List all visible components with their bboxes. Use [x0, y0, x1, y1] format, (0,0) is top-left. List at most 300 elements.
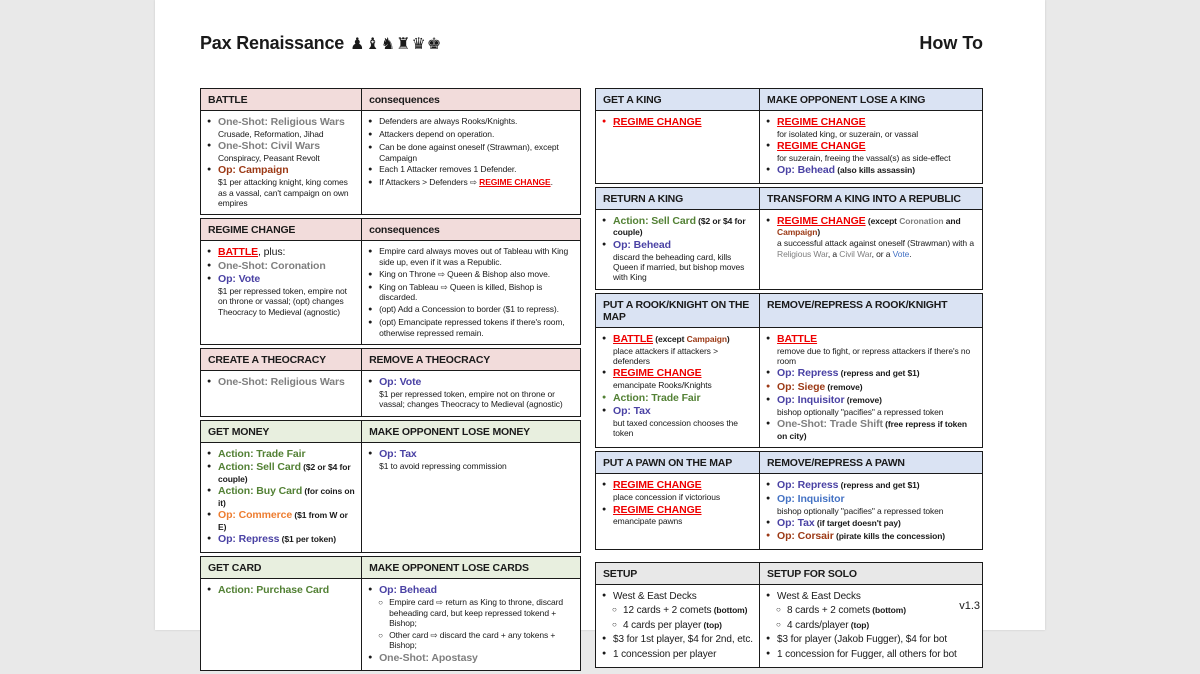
text-segment: BATTLE — [218, 246, 259, 259]
text-segment: Op: Inquisitor — [777, 492, 845, 505]
text-segment: REGIME CHANGE — [613, 479, 702, 492]
text-segment: (repress and get $1) — [838, 368, 920, 379]
text-segment: (except — [865, 215, 900, 226]
rule-text — [777, 381, 976, 393]
circle-bullet-icon: ○ — [612, 605, 617, 615]
table-body-row — [201, 579, 580, 671]
bullet-icon: ● — [602, 334, 607, 342]
table-header-cell: BATTLE — [201, 89, 362, 110]
rule-text — [218, 461, 355, 484]
text-segment: Op: Vote — [218, 273, 261, 286]
table-body-row — [201, 111, 580, 214]
rule-item — [368, 269, 574, 281]
text-segment: 8 cards + 2 comets — [787, 605, 871, 617]
rule-detail-text — [613, 516, 753, 526]
rule-text — [777, 394, 976, 406]
text-segment: One-Shot: Apostasy — [379, 652, 478, 665]
table-body-row — [201, 371, 580, 416]
text-segment: 1 concession per player — [613, 648, 717, 660]
rule-detail-text — [777, 506, 976, 516]
rule-text — [777, 333, 976, 345]
text-segment: One-Shot: Trade Shift — [777, 418, 883, 431]
rule-detail-text — [613, 380, 753, 390]
bullet-icon: ● — [207, 378, 212, 386]
bullet-icon: ● — [602, 635, 607, 643]
text-segment: 4 cards per player — [623, 619, 702, 631]
text-segment: Action: Sell Card — [613, 214, 696, 227]
rule-text — [777, 164, 976, 176]
circle-bullet-icon: ○ — [378, 597, 383, 607]
text-segment: Vote — [892, 248, 910, 259]
text-segment: REGIME CHANGE — [479, 177, 551, 188]
text-segment: Action: Trade Fair — [613, 391, 701, 404]
rule-text — [787, 619, 976, 633]
rule-item — [766, 140, 976, 163]
rule-item — [368, 652, 574, 664]
bullet-icon: ● — [766, 396, 771, 404]
rule-item — [207, 485, 355, 508]
rule-item — [766, 633, 976, 647]
bullet-icon: ● — [602, 591, 607, 599]
rule-text — [379, 164, 574, 175]
text-segment: place concession if victorious — [613, 492, 721, 503]
rules-column-left — [200, 88, 581, 674]
text-segment: Op: Repress — [218, 533, 280, 546]
rule-text — [379, 269, 574, 280]
table-header-row — [596, 294, 982, 328]
rule-text — [218, 584, 355, 596]
table-body-row — [596, 210, 982, 289]
bullet-icon: ● — [368, 449, 373, 457]
rule-item — [602, 116, 753, 128]
text-segment: One-Shot: Civil Wars — [218, 140, 321, 153]
rule-item — [378, 630, 574, 651]
text-segment: (top) — [701, 619, 722, 630]
text-segment: Op: Repress — [777, 367, 839, 380]
rule-item — [766, 116, 976, 139]
rule-detail-text — [777, 346, 976, 367]
rule-text — [218, 448, 355, 460]
rule-item — [766, 493, 976, 516]
text-segment: Can be done against oneself (Strawman), except Campaign — [379, 142, 559, 163]
table-header-cell: CREATE A THEOCRACY — [201, 349, 362, 370]
text-segment: . — [550, 177, 553, 188]
bullet-icon: ● — [207, 511, 212, 519]
bullet-icon: ● — [602, 240, 607, 248]
table-header-cell: SETUP — [596, 563, 760, 584]
rule-text — [777, 140, 976, 152]
rule-detail-text — [613, 418, 753, 439]
rule-item — [766, 418, 976, 441]
rule-item — [368, 304, 574, 316]
table-header-cell: GET MONEY — [201, 421, 362, 442]
text-segment: REGIME CHANGE — [777, 116, 866, 128]
rule-item — [766, 479, 976, 491]
bullet-icon: ● — [368, 248, 373, 256]
text-segment: Op: Tax — [613, 405, 651, 417]
bullet-icon: ● — [766, 649, 771, 657]
rule-text — [379, 448, 574, 460]
rule-text — [623, 619, 753, 633]
rule-detail-text — [777, 153, 976, 163]
rule-item — [602, 333, 753, 367]
text-segment: Crusade, Reformation, Jihad — [218, 128, 324, 139]
text-segment: Op: Inquisitor — [777, 394, 845, 407]
rule-text — [777, 116, 976, 128]
bullet-icon: ● — [602, 393, 607, 401]
table-cell — [362, 443, 580, 552]
text-segment: 12 cards + 2 comets — [623, 605, 712, 617]
bullet-icon: ● — [766, 518, 771, 526]
rule-text — [218, 533, 355, 545]
bullet-icon: ● — [368, 305, 373, 313]
text-segment: REGIME CHANGE — [613, 503, 702, 516]
table-header-cell: REGIME CHANGE — [201, 219, 362, 240]
rule-item — [207, 509, 355, 532]
text-segment: (opt) Add a Concession to border ($1 to repress). — [379, 303, 559, 314]
bullet-icon: ● — [368, 378, 373, 386]
rule-text — [613, 333, 753, 345]
rule-item — [207, 164, 355, 208]
rule-item — [207, 246, 355, 258]
text-segment: If Attackers > Defenders ⇨ — [379, 177, 480, 188]
text-segment: discard the beheading card, kills Queen if married, but bishop moves with King — [613, 251, 745, 283]
text-segment: One-Shot: Religious Wars — [218, 116, 345, 128]
rules-table-money — [200, 420, 581, 553]
bullet-icon: ● — [368, 585, 373, 593]
bullet-icon: ● — [368, 144, 373, 151]
rule-detail-text — [613, 346, 753, 367]
rule-text — [613, 648, 753, 662]
text-segment: Action: Sell Card — [218, 461, 301, 474]
rule-text — [218, 260, 355, 272]
rules-table-rook — [595, 293, 983, 449]
table-header-row — [201, 421, 580, 443]
table-header-row — [596, 452, 982, 474]
table-header-cell: consequences — [362, 89, 580, 110]
rule-text — [777, 633, 976, 647]
text-segment: ) — [817, 227, 821, 238]
rules-table-card — [200, 556, 581, 672]
text-segment: Op: Tax — [379, 447, 417, 460]
table-body-row — [596, 111, 982, 183]
bullet-icon: ● — [766, 382, 771, 390]
text-segment: for isolated king, or suzerain, or vassal — [777, 128, 918, 139]
rule-item — [368, 177, 574, 189]
rule-text — [777, 215, 976, 238]
rule-item — [207, 376, 355, 388]
rule-item — [207, 273, 355, 317]
rule-item — [766, 333, 976, 367]
text-segment: Coronation — [899, 215, 944, 226]
text-segment: Action: Buy Card — [218, 485, 303, 498]
rule-item — [766, 590, 976, 604]
doc-title-text: Pax Renaissance — [200, 33, 345, 53]
text-segment: King on Tableau ⇨ Queen is killed, Bishop is discarded. — [379, 281, 543, 303]
rule-detail-text — [613, 492, 753, 502]
rule-text — [777, 530, 976, 542]
text-segment: Op: Behead — [379, 583, 437, 596]
text-segment: 4 cards/player — [787, 619, 849, 631]
rule-item — [207, 140, 355, 163]
rule-text — [218, 485, 355, 508]
rule-item — [602, 648, 753, 662]
rule-detail-text — [218, 177, 355, 208]
rule-text — [613, 479, 753, 491]
table-header-cell: consequences — [362, 219, 580, 240]
rule-text — [218, 376, 355, 388]
rule-text — [379, 652, 574, 664]
table-cell — [362, 579, 580, 671]
table-header-row — [596, 188, 982, 210]
text-segment: $1 to avoid repressing commission — [379, 460, 507, 471]
text-segment: Op: Commerce — [218, 509, 293, 522]
rule-item — [368, 116, 574, 128]
rule-detail-text — [218, 286, 355, 317]
text-segment: Empire card always moves out of Tableau with King side up, even if it was a Republic. — [379, 246, 569, 268]
table-cell — [201, 241, 362, 344]
rule-item — [368, 164, 574, 176]
rules-table-pawn — [595, 451, 983, 549]
text-segment: bishop optionally "pacifies" a repressed token — [777, 505, 944, 516]
rule-text — [777, 479, 976, 491]
rule-item — [368, 376, 574, 410]
table-cell — [760, 585, 982, 668]
document-page — [155, 0, 1045, 665]
text-segment: place attackers if attackers > defenders — [613, 345, 718, 367]
rule-item — [207, 533, 355, 545]
text-segment: remove due to fight, or repress attackers if there's no room — [777, 345, 971, 367]
rule-text — [218, 140, 355, 152]
text-segment: Op: Behead — [613, 238, 671, 251]
text-segment: ) — [726, 333, 730, 344]
rule-detail-text — [379, 389, 574, 410]
rule-text — [379, 129, 574, 140]
rule-text — [777, 418, 976, 441]
bullet-icon: ● — [766, 591, 771, 599]
bullet-icon: ● — [766, 369, 771, 377]
bullet-icon: ● — [602, 118, 607, 125]
text-segment: for suzerain, freeing the vassal(s) as side-effect — [777, 153, 951, 164]
text-segment: Op: Vote — [379, 376, 422, 389]
bullet-icon: ● — [766, 334, 771, 342]
text-segment: King on Throne ⇨ Queen & Bishop also move. — [379, 268, 551, 279]
text-segment: a successful attack against oneself (Strawman) with a — [777, 238, 974, 249]
rules-table-setup — [595, 562, 983, 669]
bullet-icon: ● — [207, 248, 212, 256]
rule-item — [766, 648, 976, 662]
bullet-icon: ● — [207, 166, 212, 174]
rule-text — [613, 405, 753, 417]
page-title — [200, 33, 442, 54]
text-segment: emancipate pawns — [613, 516, 683, 527]
table-cell — [760, 474, 982, 548]
rule-item — [368, 246, 574, 267]
table-header-cell: MAKE OPPONENT LOSE MONEY — [362, 421, 580, 442]
text-segment: BATTLE — [613, 332, 654, 345]
table-cell — [760, 111, 982, 183]
text-segment: , a — [827, 248, 840, 259]
table-header-cell: PUT A ROOK/KNIGHT ON THE MAP — [596, 294, 760, 327]
table-header-row — [201, 89, 580, 111]
rule-item — [368, 129, 574, 141]
rule-item — [207, 584, 355, 596]
rule-text — [613, 116, 753, 128]
text-segment: Action: Purchase Card — [218, 583, 330, 596]
bullet-icon: ● — [602, 369, 607, 377]
page-header — [200, 33, 983, 54]
version-label: v1.3 — [959, 600, 980, 612]
bullet-icon: ● — [602, 649, 607, 657]
rule-item — [207, 116, 355, 139]
text-segment: Op: Corsair — [777, 530, 834, 543]
bullet-icon: ● — [207, 487, 212, 495]
rule-text — [379, 177, 574, 188]
table-header-row — [201, 219, 580, 241]
bullet-icon: ● — [602, 505, 607, 513]
text-segment: Op: Siege — [777, 380, 826, 393]
table-header-cell: MAKE OPPONENT LOSE A KING — [760, 89, 982, 110]
rule-text — [389, 630, 574, 651]
rule-text — [777, 590, 976, 604]
text-segment: $1 per repressed token, empire not on throne or vassal; (opt) changes Theocracy to Medieval (agnostic) — [218, 286, 347, 317]
rules-table-theocracy — [200, 348, 581, 417]
rule-text — [613, 504, 753, 516]
table-header-cell: GET A KING — [596, 89, 760, 110]
bullet-icon: ● — [766, 216, 771, 224]
rules-table-regime — [200, 218, 581, 345]
table-cell — [362, 371, 580, 416]
rule-text — [777, 367, 976, 379]
rule-item — [368, 317, 574, 338]
text-segment: One-Shot: Coronation — [218, 259, 326, 272]
rule-detail-text — [379, 461, 574, 471]
rule-item — [602, 367, 753, 390]
table-body-row — [596, 328, 982, 448]
table-header-row — [201, 349, 580, 371]
rule-text — [787, 604, 976, 618]
rule-item — [766, 164, 976, 176]
table-body-row — [201, 443, 580, 552]
rule-text — [218, 246, 355, 258]
rule-text — [777, 517, 976, 529]
text-segment: $3 for player (Jakob Fugger), $4 for bot — [777, 634, 948, 646]
rule-text — [218, 164, 355, 176]
rule-item — [602, 590, 753, 604]
bullet-icon: ● — [766, 142, 771, 150]
table-header-cell: TRANSFORM A KING INTO A REPUBLIC — [760, 188, 982, 209]
bullet-icon: ● — [766, 494, 771, 502]
howto-label: How To — [919, 33, 983, 53]
bullet-icon: ● — [207, 275, 212, 283]
rules-table-getking — [595, 88, 983, 184]
table-cell — [362, 111, 580, 214]
rules-table-returnking — [595, 187, 983, 290]
table-cell — [596, 474, 760, 548]
rule-text — [389, 597, 574, 629]
rule-text — [613, 633, 753, 647]
rule-item — [207, 461, 355, 484]
table-cell — [201, 443, 362, 552]
text-segment: bishop optionally "pacifies" a repressed token — [777, 407, 944, 418]
bullet-icon: ● — [766, 635, 771, 643]
bullet-icon: ● — [207, 585, 212, 593]
rule-detail-text — [777, 129, 976, 139]
rule-text — [218, 273, 355, 285]
rule-text — [379, 116, 574, 127]
text-segment: $3 for 1st player, $4 for 2nd, etc. — [613, 634, 753, 646]
rule-text — [613, 239, 753, 251]
text-segment: $1 per attacking knight, king comes as a vassal, can't campaign on own empires — [218, 177, 349, 209]
rule-item — [766, 215, 976, 259]
bullet-icon: ● — [368, 131, 373, 138]
rule-item — [602, 405, 753, 439]
rule-item — [776, 604, 976, 618]
rule-text — [379, 584, 574, 596]
table-body-row — [596, 474, 982, 548]
rule-item — [602, 215, 753, 238]
rule-text — [379, 246, 574, 267]
table-cell — [596, 210, 760, 289]
rule-item — [207, 260, 355, 272]
rule-detail-text — [218, 153, 355, 163]
bullet-icon: ● — [207, 449, 212, 457]
rule-item — [766, 394, 976, 417]
table-cell — [760, 328, 982, 448]
bullet-icon: ● — [766, 532, 771, 540]
text-segment: BATTLE — [777, 332, 818, 345]
rule-detail-text — [613, 252, 753, 283]
rule-item — [612, 604, 753, 618]
circle-bullet-icon: ○ — [378, 630, 383, 640]
rule-item — [368, 282, 574, 303]
text-segment: . — [909, 248, 912, 259]
table-cell — [201, 111, 362, 214]
bullet-icon: ● — [368, 118, 373, 125]
text-segment: ($2 or $4 for couple) — [218, 462, 351, 484]
text-segment: Action: Trade Fair — [218, 447, 306, 460]
text-segment: (bottom) — [711, 605, 748, 616]
table-cell — [201, 579, 362, 671]
bullet-icon: ● — [602, 481, 607, 489]
table-header-cell: REMOVE/REPRESS A PAWN — [760, 452, 982, 473]
text-segment: Op: Tax — [777, 516, 815, 529]
text-segment: emancipate Rooks/Knights — [613, 380, 712, 391]
table-header-cell: PUT A PAWN ON THE MAP — [596, 452, 760, 473]
text-segment: Each 1 Attacker removes 1 Defender. — [379, 164, 517, 175]
rule-item — [602, 479, 753, 502]
rule-item — [602, 504, 753, 527]
rule-item — [207, 448, 355, 460]
text-segment: (except — [653, 333, 687, 344]
rule-item — [612, 619, 753, 633]
bullet-icon: ● — [207, 463, 212, 471]
bullet-icon: ● — [766, 118, 771, 125]
rule-text — [613, 367, 753, 379]
rule-text — [379, 304, 574, 315]
text-segment: (pirate kills the concession) — [833, 531, 946, 542]
rule-text — [613, 215, 753, 238]
text-segment: (free repress if token on city) — [777, 419, 968, 441]
bullet-icon: ● — [602, 216, 607, 224]
text-segment: (bottom) — [870, 605, 906, 616]
text-segment: 1 concession for Fugger, all others for bot — [777, 648, 957, 660]
text-segment: West & East Decks — [777, 590, 861, 602]
text-segment: $1 per repressed token, empire not on throne or vassal; changes Theocracy to Medieval (agnostic) — [379, 389, 563, 410]
rule-text — [218, 509, 355, 532]
table-header-cell: SETUP FOR SOLO — [760, 563, 982, 584]
text-segment: Conspiracy, Peasant Revolt — [218, 153, 320, 164]
